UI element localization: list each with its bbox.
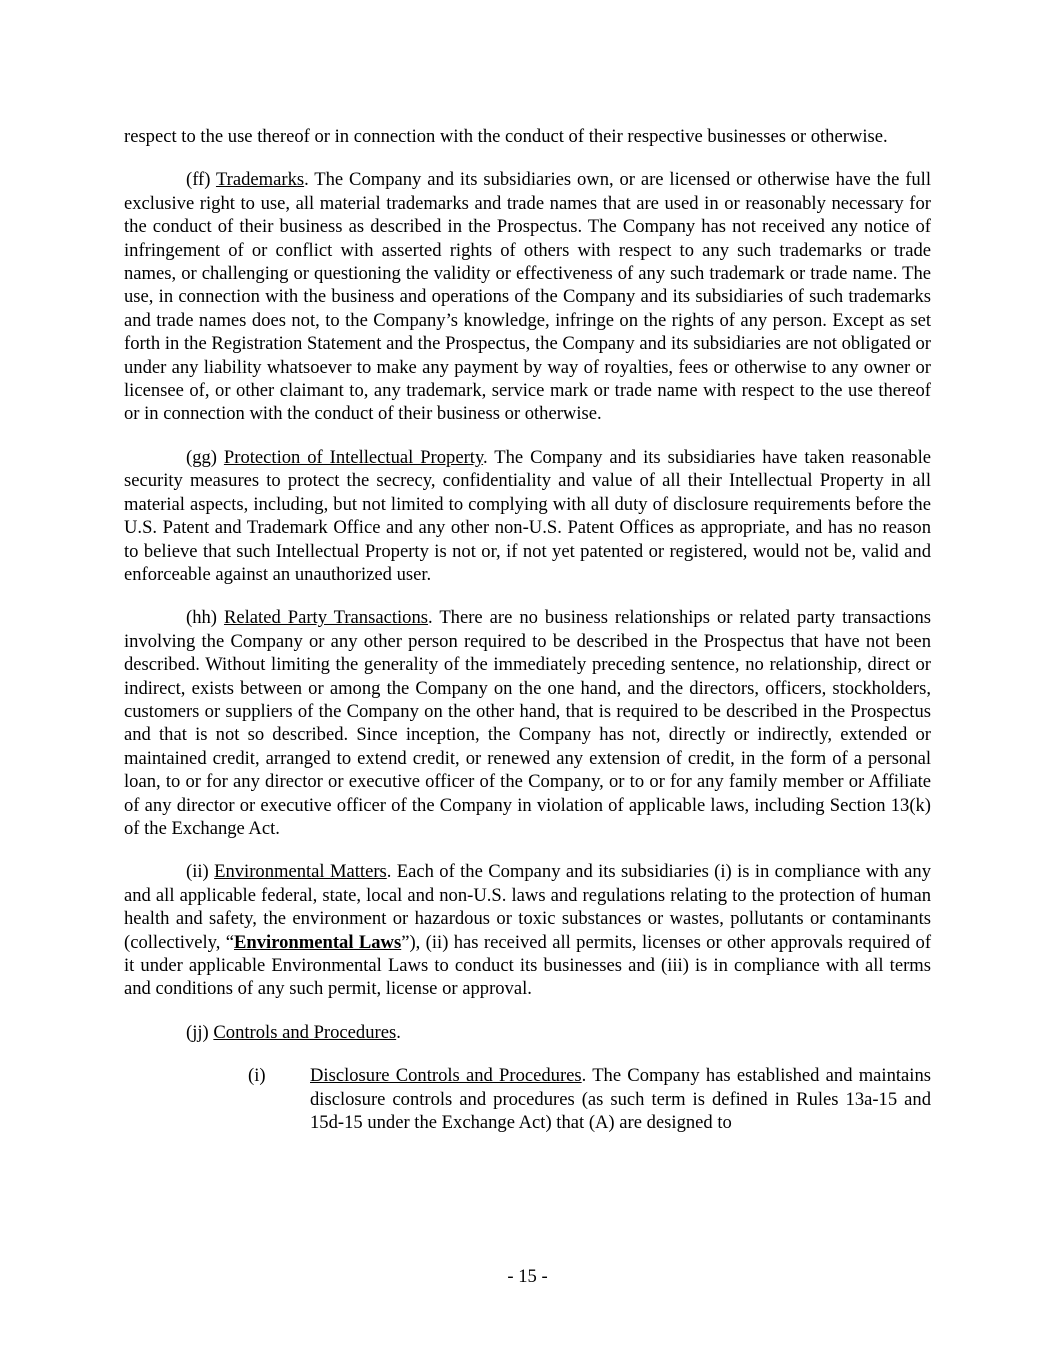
section-number: (ff) [186, 169, 211, 191]
section-heading: Protection of Intellectual Property [223, 446, 484, 468]
section-number: (ii) [186, 861, 209, 883]
document-page [124, 125, 931, 1134]
section-number: (hh) [186, 607, 217, 629]
section-hh-related-party [124, 606, 931, 840]
section-heading: Trademarks [215, 169, 305, 191]
section-heading: Environmental Matters [214, 861, 387, 883]
subsection-number: (i) [248, 1065, 266, 1087]
section-body-before: . Each of the Company and its subsidiaries (i) is in compliance with any and all applicable federal, state, local and non-U.S. laws and regulations relating to the protection of human health and safety, the environment or hazardous or toxic substances or wastes, pollutants or contaminants (collectively, “ [124, 861, 931, 953]
subsection-heading: Disclosure Controls and Procedures [310, 1065, 582, 1087]
defined-term: Environmental Laws [233, 931, 402, 953]
section-heading: Controls and Procedures [213, 1021, 397, 1043]
subsection-i-disclosure-controls [248, 1064, 931, 1134]
section-jj-controls [124, 1021, 931, 1044]
section-body: . The Company and its subsidiaries own, or are licensed or otherwise have the full exclusive right to use, all material trademarks and trade names that are used in or reasonably necessary for the conduct of their business as described in the Prospectus. The Company has not received any notice of infringement of or conflict with asserted rights of others with respect to any such trademarks or trade names, or challenging or questioning the validity or effectiveness of any such trademark or trade name. The use, in connection with the business and operations of the Company and its subsidiaries of such trademarks and trade names does not, to the Company’s knowledge, infringe on the rights of any person. Except as set forth in the Registration Statement and the Prospectus, the Company and its subsidiaries are not obligated or under any liability whatsoever to make any payment by way of royalties, fees or otherwise to any owner or licensee of, or other claimant to, any trademark, service mark or trade name with respect to the use thereof or in connection with the conduct of their business or otherwise. [124, 169, 932, 425]
continuation-paragraph: respect to the use thereof or in connection with the conduct of their respective businesses or otherwise. [124, 126, 888, 147]
section-heading: Related Party Transactions [223, 607, 429, 629]
section-ff-trademarks [124, 168, 931, 425]
section-number: (jj) [186, 1021, 209, 1043]
page-number: - 15 - [507, 1266, 548, 1287]
section-body: . There are no business relationships or related party transactions involving the Company or any other person required to be described in the Prospectus that have not been described. Without limiting the generality of the immediately preceding sentence, no relationship, direct or indirect, exists between or among the Company on the one hand, and the directors, officers, stockholders, customers or suppliers of the Company on the other hand, that is required to be described in the Prospectus and that is not so described. Since inception, the Company has not, directly or indirectly, extended or maintained credit, arranged to extend credit, or renewed any extension of credit, in the form of a personal loan, to or for any director or executive officer of the Company, or to or for any family member or Affiliate of any director or executive officer of the Company in violation of applicable laws, including Section 13(k) of the Exchange Act. [124, 607, 931, 839]
section-ii-environmental [124, 860, 931, 1000]
subsection-text [310, 1064, 931, 1134]
section-body: . The Company and its subsidiaries have taken reasonable security measures to protect the secrecy, confidentiality and value of all their Intellectual Property in all material aspects, including, but not limited to complying with all duty of disclosure requirements before the U.S. Patent and Trademark Office and any other non-U.S. Patent Offices as appropriate, and has no reason to believe that such Intellectual Property is not or, if not yet patented or registered, would not be, valid and enforceable against an unauthorized user. [124, 446, 931, 585]
subsection-body: . The Company has established and maintains disclosure controls and procedures (as such term is defined in Rules 13a-15 and 15d-15 under the Exchange Act) that (A) are designed to [310, 1065, 931, 1134]
section-gg-intellectual-property [124, 446, 931, 586]
section-body-after: ”), (ii) has received all permits, licenses or other approvals required of it under applicable Environmental Laws to conduct its businesses and (iii) is in compliance with all terms and conditions of any such permit, license or approval. [124, 931, 932, 1000]
section-number: (gg) [186, 446, 217, 468]
section-period: . [396, 1021, 401, 1043]
